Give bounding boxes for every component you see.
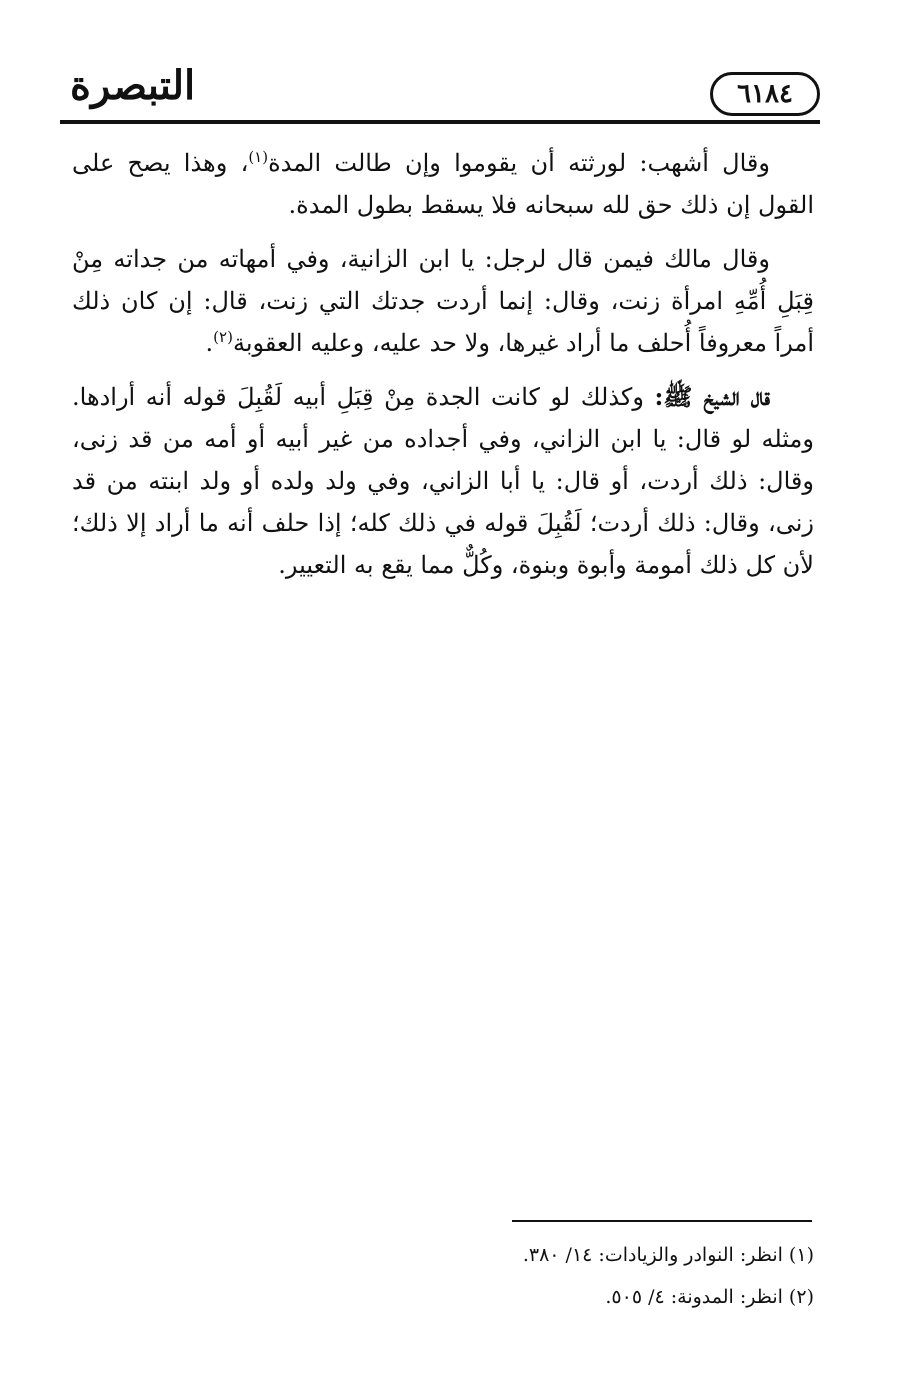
footnote-reference[interactable]: (١) [248, 148, 269, 166]
paragraph-text: ، وهذا يصح على القول إن ذلك حق لله سبحانه فلا يسقط بطول المدة. [72, 149, 814, 219]
section-heading-inline: قال الشيخ ﷺ: [654, 382, 771, 411]
footnotes [300, 1238, 814, 1322]
page-number-badge [710, 72, 820, 116]
paragraph-text: . [205, 329, 214, 357]
footnote: (١) انظر: النوادر والزيادات: ١٤/ ٣٨٠. [522, 1244, 814, 1266]
paragraph-text: وكذلك لو كانت الجدة مِنْ قِبَلِ أبيه لَقُبِلَ قوله أنه أرادها. ومثله لو قال: يا ابن الزاني، وفي أجداده من غير أبيه أو أمه من قد زنى، وقال: ذلك أردت، أو قال: يا أبا الزاني، وفي ولد ولده أو ولد ابنته من قد زنى، وقال: ذلك أردت؛ لَقُبِلَ قوله في ذلك كله؛ إذا حلف أنه ما أراد إلا ذلك؛ لأن كل ذلك أمومة وأبوة وبنوة، وكُلٌّ مما يقع به التعيير. [72, 383, 814, 579]
paragraph-text: وقال مالك فيمن قال لرجل: يا ابن الزانية، وفي أمهاته من جداته مِنْ قِبَلِ أُمِّهِ امرأة زنت، وقال: إنما أردت جدتك التي زنت، قال: إن كان ذلك أمراً معروفاً أُحلف ما أراد غيرها، ولا حد عليه، وعليه العقوبة [72, 245, 814, 357]
footnote: (٢) انظر: المدونة: ٤/ ٥٠٥. [605, 1286, 814, 1308]
footnote-separator [512, 1220, 812, 1222]
paragraph-text: وقال أشهب: لورثته أن يقوموا وإن طالت المدة [268, 149, 770, 177]
page-number: ٦١٨٤ [737, 79, 793, 109]
paragraph [72, 238, 814, 364]
paragraph [72, 142, 814, 226]
footnote-reference[interactable]: (٢) [213, 328, 233, 346]
page-header [60, 58, 820, 128]
body-text [72, 142, 814, 598]
book-title: التبصرة [70, 62, 196, 109]
paragraph [72, 376, 814, 586]
header-rule [60, 120, 820, 124]
